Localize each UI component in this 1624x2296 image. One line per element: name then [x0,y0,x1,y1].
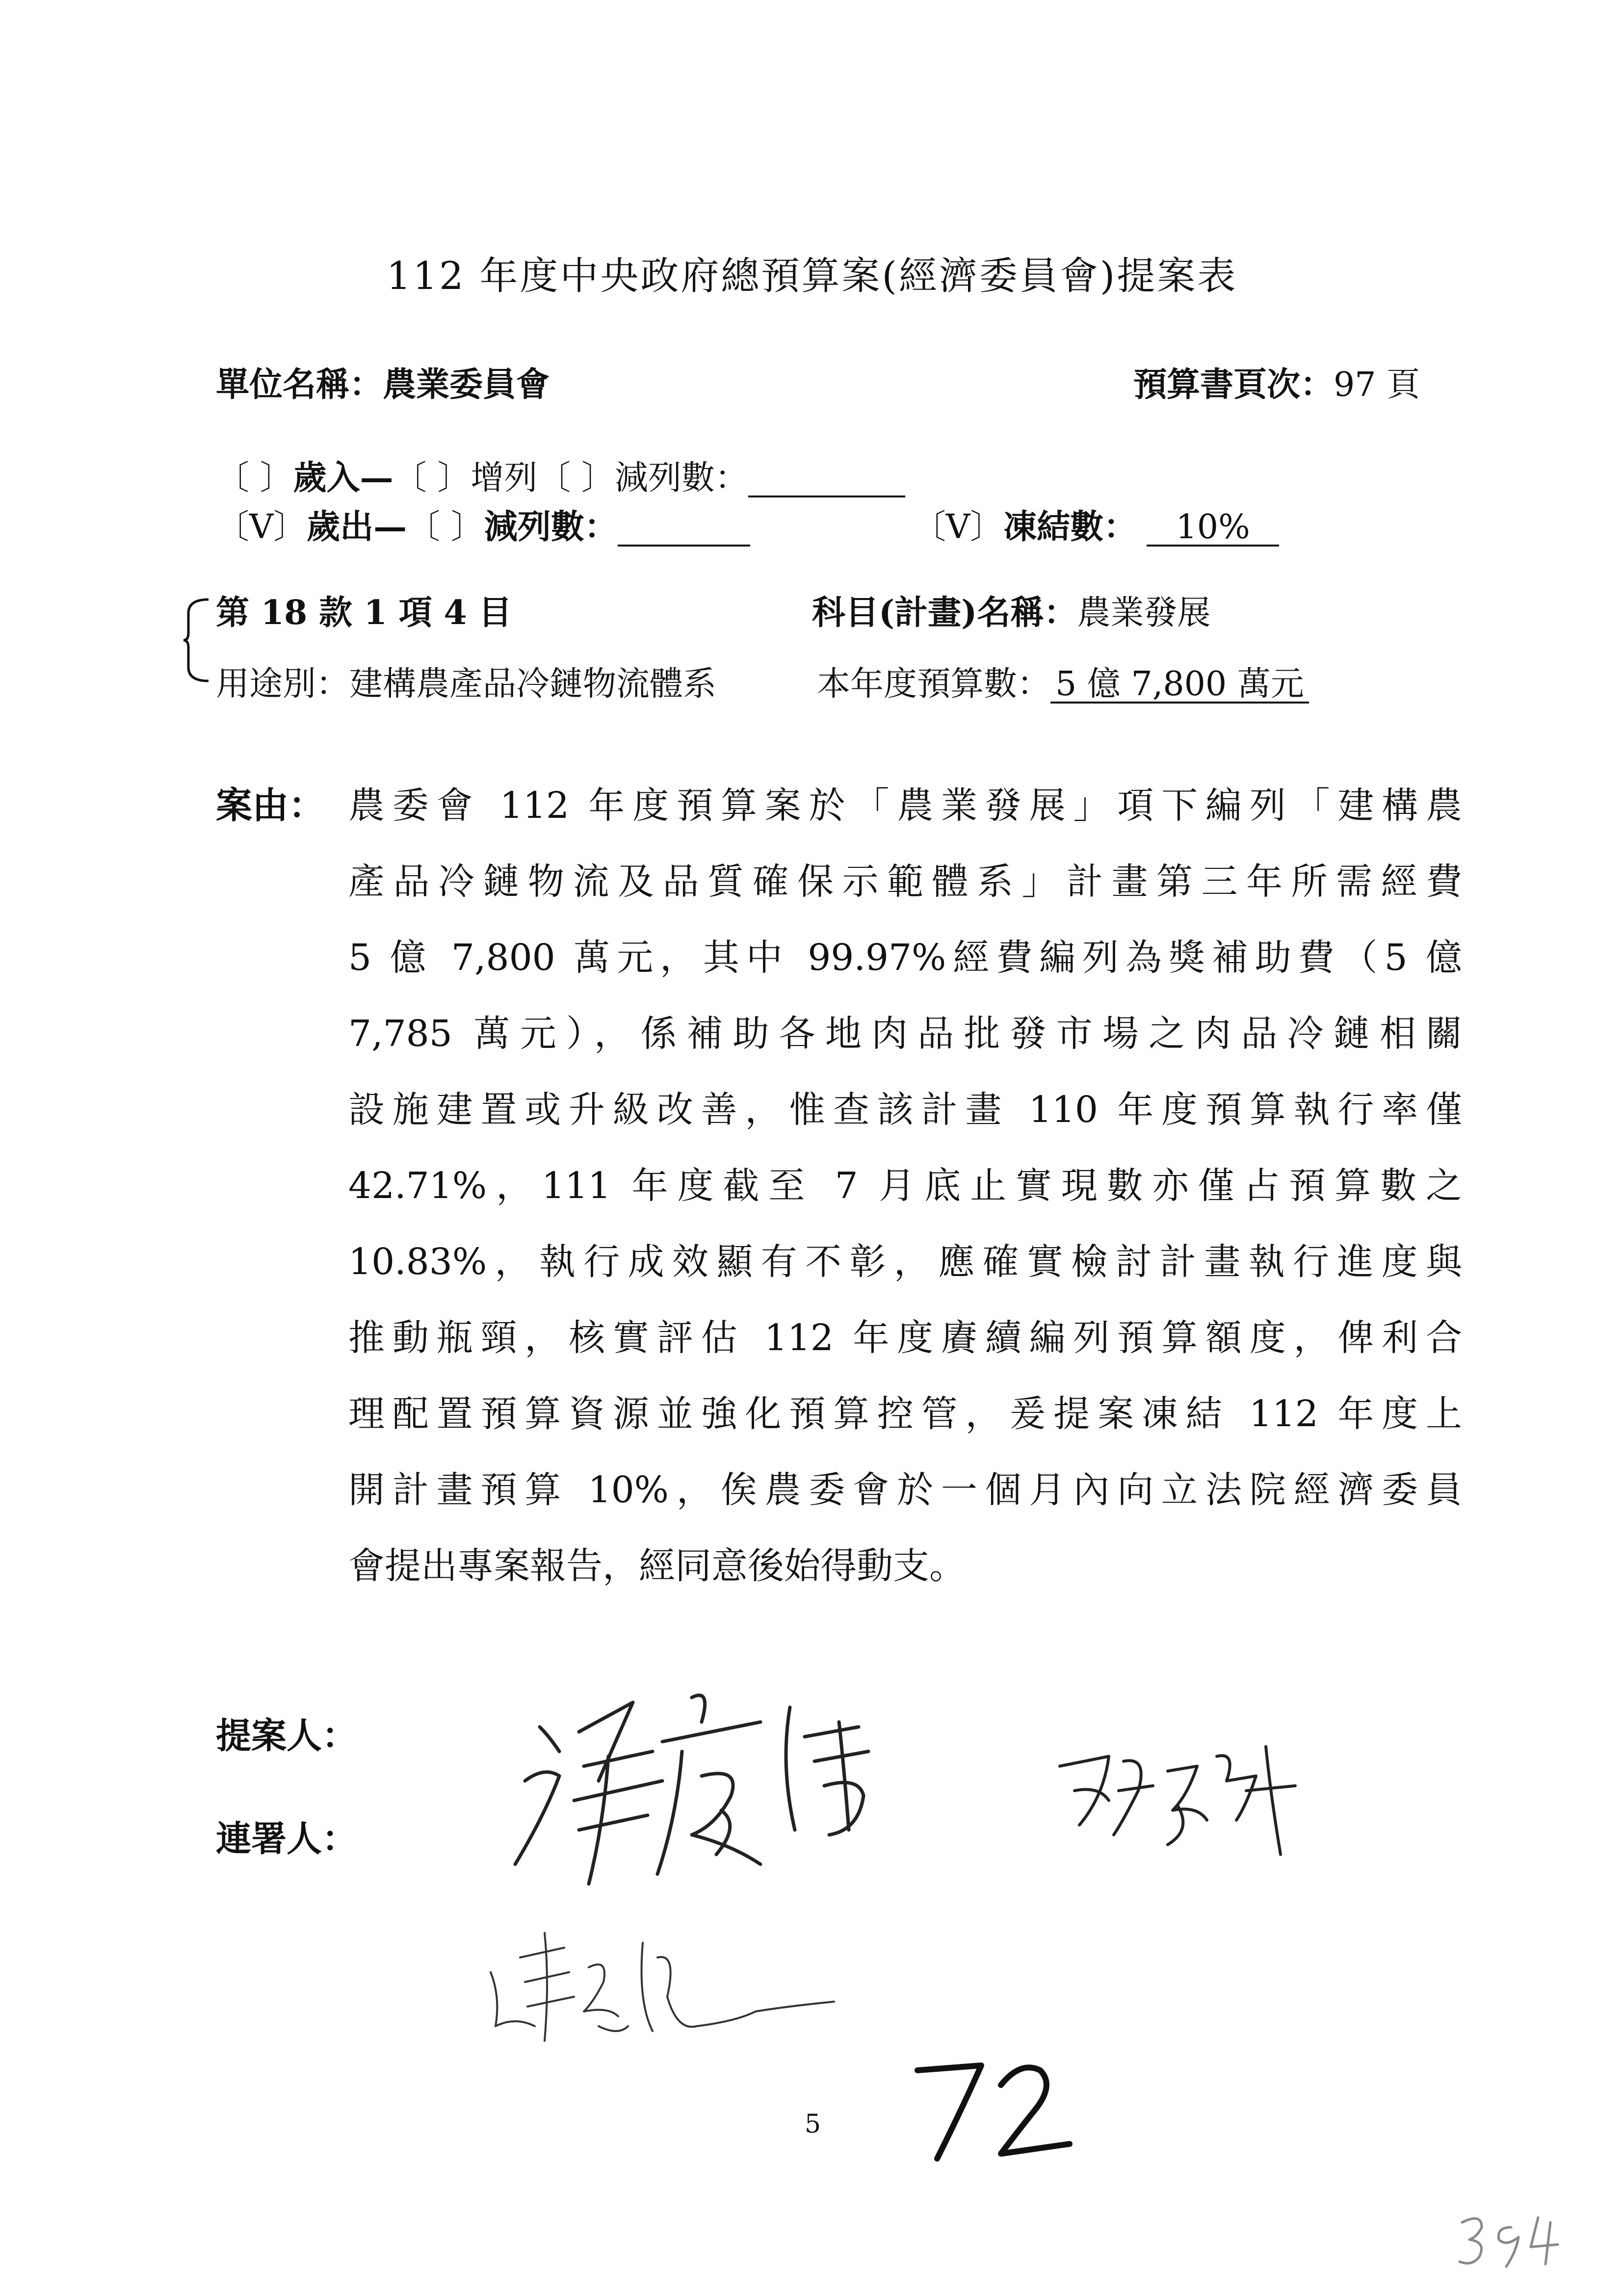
freeze-label: 凍結數： [1003,507,1137,547]
signature-proposer [486,1668,908,1894]
reason-line: 42.71%，111 年度截至 7 月底止實現數亦僅占預算數之 [348,1165,1462,1207]
expenditure-checkbox: 〔V〕 [216,508,307,547]
expenditure-label: 歲出— [307,507,407,547]
subject-label: 科目(計畫)名稱： [812,593,1077,632]
reason-line: 理配置預算資源並強化預算控管，爰提案凍結 112 年度上 [348,1393,1462,1435]
signature-cosigner-1 [1050,1737,1325,1864]
reason-line: 產品冷鏈物流及品質確保示範體系」計畫第三年所需經費 [348,861,1462,903]
page-number: 5 [805,2110,821,2139]
annual-budget [817,657,1309,705]
budget-page-label: 預算書頁次： [1133,365,1334,404]
budget-page-value: 97 頁 [1334,365,1420,404]
subject [812,586,1210,634]
freeze-value: 10% [1147,510,1279,547]
item-number: 第 18 款 1 項 4 目 [216,593,512,632]
reason-line: 農委會 112 年度預算案於「農業發展」項下編列「建構農 [348,784,1462,827]
purpose [216,657,716,705]
proposer-label: 提案人： [216,1715,358,1756]
revenue-decrease-blank [748,461,905,497]
increase-checkbox: 〔 〕 [393,459,471,497]
reason-line: 會提出專案報告，經同意後始得動支。 [348,1545,966,1587]
purpose-label: 用途別： [216,665,350,704]
unit-name-value: 農業委員會 [383,365,550,404]
decrease-label: 減列數： [614,459,748,497]
reason-line: 開計畫預算 10%，俟農委會於一個月內向立法院經濟委員 [348,1469,1462,1511]
revenue-checkbox: 〔 〕 [216,459,293,497]
handwritten-page-number [908,2051,1084,2168]
annual-budget-label: 本年度預算數： [817,665,1051,704]
subject-value: 農業發展 [1077,594,1211,632]
revenue-line [216,451,905,499]
handwritten-corner-number [1452,2208,1570,2271]
section-item [216,586,512,634]
expenditure-decrease-blank [618,510,750,547]
reason-label: 案由： [216,784,325,827]
reason-line: 5 億 7,800 萬元，其中 99.97%經費編列為獎補助費（5 億 [348,937,1462,979]
reason-line: 10.83%，執行成效顯有不彰，應確實檢討計畫執行進度與 [348,1241,1462,1283]
revenue-label: 歲入— [293,458,393,497]
unit-name-label: 單位名稱： [216,365,383,404]
expenditure-decrease-checkbox: 〔 〕 [407,508,484,547]
reason-line: 設施建置或升級改善，惟查該計畫 110 年度預算執行率僅 [348,1089,1462,1131]
decrease-checkbox: 〔 〕 [537,459,615,497]
signature-cosigner-2 [481,1913,859,2061]
annual-budget-value: 5 億 7,800 萬元 [1050,667,1309,704]
reason-line: 推動瓶頸，核實評估 112 年度賡續編列預算額度，俾利合 [348,1317,1462,1359]
cosigner-label: 連署人： [216,1818,358,1859]
budget-page [1133,358,1420,406]
section-brace [182,594,211,687]
freeze-checkbox: 〔V〕 [913,508,1004,547]
expenditure-decrease-label: 減列數： [484,507,618,547]
reason-line: 7,785 萬元），係補助各地肉品批發市場之肉品冷鏈相關 [348,1013,1462,1055]
unit-name [216,358,550,406]
expenditure-line [216,500,750,548]
document-title: 112 年度中央政府總預算案(經濟委員會)提案表 [386,254,1238,298]
increase-label: 增列 [471,459,538,497]
purpose-value: 建構農產品冷鏈物流體系 [349,665,717,704]
freeze-line [913,500,1279,548]
